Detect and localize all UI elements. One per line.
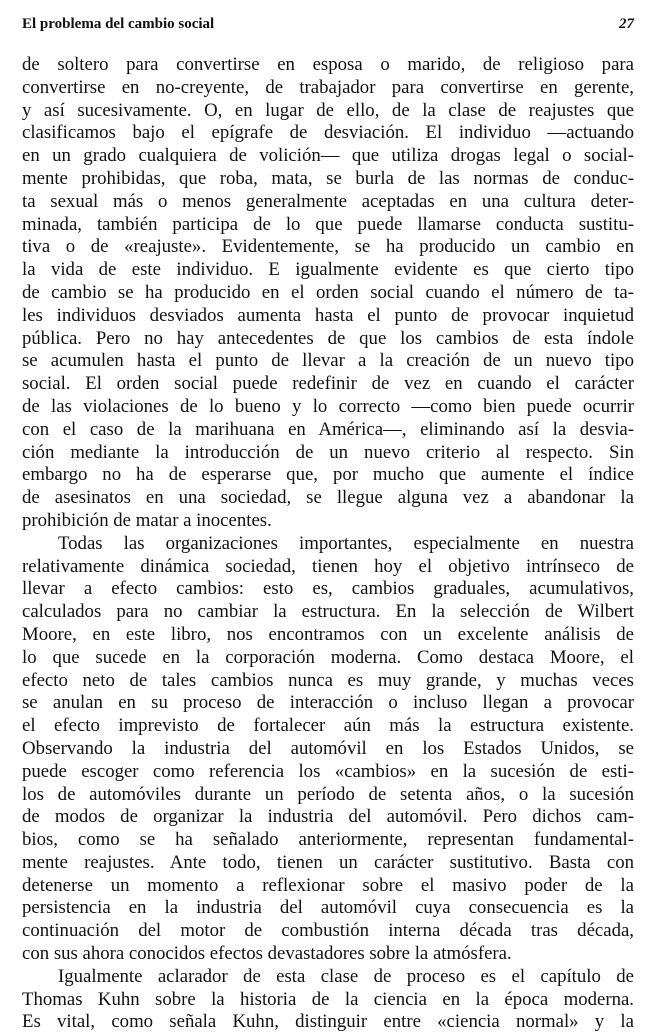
text-line: Thomas Kuhn sobre la historia de la ciencia en la época moderna. — [22, 988, 634, 1010]
text-line: clasificamos bajo el epígrafe de desviación. El individuo —actuando — [22, 122, 634, 144]
text-line: en un grado cualquiera de volición— que utiliza drogas legal o social- — [22, 145, 634, 167]
text-line: la vida de este individuo. E igualmente evidente es que cierto tipo — [22, 259, 634, 281]
text-line: Moore, en este libro, nos encontramos con un excelente análisis de — [22, 623, 634, 645]
text-line: Igualmente aclarador de esta clase de proceso es el capítulo de — [58, 965, 634, 987]
paragraph-p3 — [22, 966, 634, 1034]
text-line: se acumulen hasta el punto de llevar a la creación de un nuevo tipo — [22, 350, 634, 372]
text-line: llevar a efecto cambios: esto es, cambios graduales, acumulativos, — [22, 578, 634, 600]
text-line: los de automóviles durante un período de setenta años, o la sucesión — [22, 783, 634, 805]
text-line: les individuos desviados aumenta hasta el punto de provocar inquietud — [22, 304, 634, 326]
text-line: de asesinatos en una sociedad, se llegue alguna vez a abandonar la — [22, 487, 634, 509]
text-line: social. El orden social puede redefinir de vez en cuando el carácter — [22, 373, 634, 395]
text-line: continuación del motor de combustión interna década tras década, — [22, 920, 634, 942]
paragraph-p2 — [22, 533, 634, 966]
text-line: ta sexual más o menos generalmente aceptadas en una cultura deter- — [22, 190, 634, 212]
text-line: ción mediante la introducción de un nuevo criterio al respecto. Sin — [22, 441, 634, 463]
text-line: efecto neto de tales cambios nunca es muy grande, y muchas veces — [22, 669, 634, 691]
paragraph-p1 — [22, 54, 634, 533]
text-line: tiva o de «reajuste». Evidentemente, se ha producido un cambio en — [22, 236, 634, 258]
text-line: bios, como se ha señalado anteriormente, representan fundamental- — [22, 829, 634, 851]
text-line: mente prohibidas, que roba, mata, se burla de las normas de conduc- — [22, 167, 634, 189]
text-line: lo que sucede en la corporación moderna. Como destaca Moore, el — [22, 646, 634, 668]
text-line: prohibición de matar a inocentes. — [22, 509, 272, 531]
text-line: calculados para no cambiar la estructura. En la selección de Wilbert — [22, 601, 634, 623]
running-header — [22, 10, 634, 40]
text-line: embargo no ha de esperarse que, por mucho que aumente el índice — [22, 464, 634, 486]
running-title: El problema del cambio social — [22, 16, 215, 32]
body-text — [22, 54, 634, 1034]
page-number: 27 — [619, 16, 634, 32]
text-line: de modos de organizar la industria del automóvil. Pero dichos cam- — [22, 806, 634, 828]
text-line: persistencia en la industria del automóvil cuya consecuencia es la — [22, 897, 634, 919]
text-line: con el caso de la marihuana en América—, eliminando así la desvia- — [22, 418, 634, 440]
text-line: Es vital, como señala Kuhn, distinguir entre «ciencia normal» y la — [22, 1011, 634, 1033]
text-line: el efecto imprevisto de fortalecer aún más la estructura existente. — [22, 715, 634, 737]
text-line: minada, también participa de lo que puede llamarse conducta sustitu- — [22, 213, 634, 235]
text-line: de soltero para convertirse en esposa o marido, de religioso para — [22, 54, 634, 75]
text-line: Todas las organizaciones importantes, especialmente en nuestra — [58, 532, 634, 554]
text-line: de cambio se ha producido en el orden social cuando el número de ta- — [22, 281, 634, 303]
text-line: pública. Pero no hay antecedentes de que los cambios de esta índole — [22, 327, 634, 349]
text-line: detenerse un momento a reflexionar sobre el masivo poder de la — [22, 874, 634, 896]
text-line: Observando la industria del automóvil en los Estados Unidos, se — [22, 737, 634, 759]
text-line: con sus ahora conocidos efectos devastadores sobre la atmósfera. — [22, 943, 512, 965]
text-line: mente reajustes. Ante todo, tienen un carácter sustitutivo. Basta con — [22, 851, 634, 873]
text-line: puede escoger como referencia los «cambios» en la sucesión de esti- — [22, 760, 634, 782]
text-line: relativamente dinámica sociedad, tienen hoy el objetivo intrínseco de — [22, 555, 634, 577]
text-line: convertirse en no-creyente, de trabajador para convertirse en gerente, — [22, 76, 634, 98]
text-line: de las violaciones de lo bueno y lo correcto —como bien puede ocurrir — [22, 395, 634, 417]
text-line: se anulan en su proceso de interacción o incluso llegan a provocar — [22, 692, 634, 714]
text-line: y así sucesivamente. O, en lugar de ello, de la clase de reajustes que — [22, 99, 634, 121]
